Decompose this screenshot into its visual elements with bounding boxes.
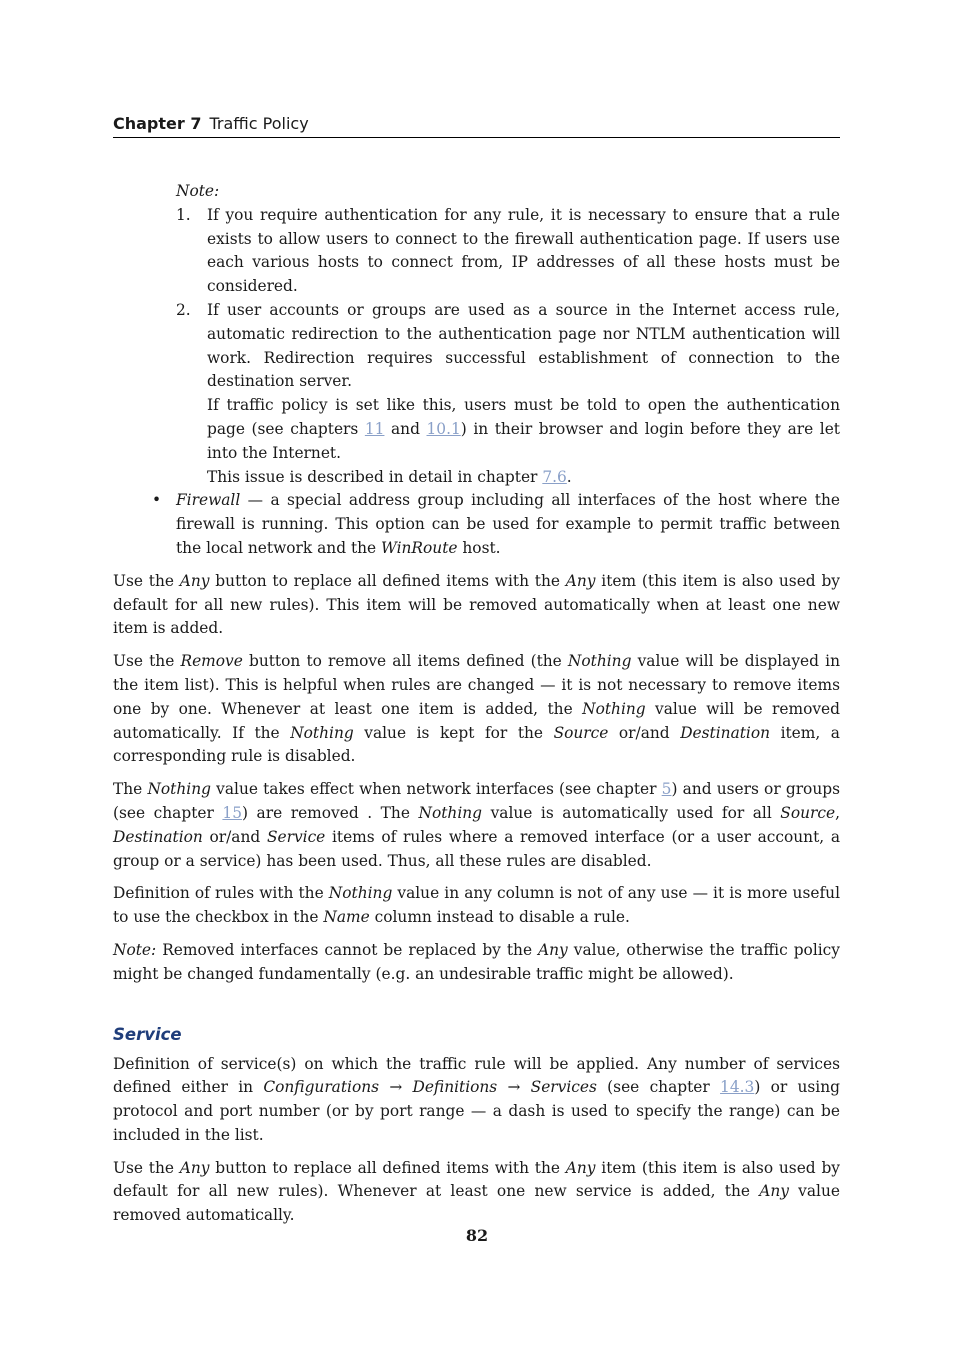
text-run: ) in their browser and login before they are let into the Internet.: [207, 419, 840, 462]
paragraph-remove: [113, 650, 840, 769]
term-nothing: Nothing: [328, 884, 393, 903]
term-any: Any: [565, 1158, 596, 1177]
chapter-link-5[interactable]: 5: [661, 780, 672, 799]
page-content: [113, 180, 840, 1228]
text-run: or/and: [202, 827, 267, 846]
term-nothing: Nothing: [567, 652, 632, 671]
note-item-1: [176, 204, 840, 299]
term-source: Source: [553, 723, 609, 742]
text-run: button to remove all items defined (the: [242, 652, 568, 671]
paragraph-nothing: [113, 778, 840, 873]
term-any: Any: [565, 571, 596, 590]
text-run: value is automatically used for all: [482, 803, 781, 822]
text-run: column instead to disable a rule.: [369, 908, 630, 927]
note-text: If you require authentication for any rule, it is necessary to ensure that a rule exists to allow users to connect to the firewall authentication page. If users use each various hosts to connect from, IP addresses of all these hosts must be considered.: [207, 205, 840, 296]
text-run: (see chapter: [596, 1078, 721, 1097]
term-nothing: Nothing: [290, 723, 354, 742]
paragraph-definition: [113, 882, 840, 930]
note-label: Note:: [176, 182, 220, 200]
page-number: 82: [465, 1226, 489, 1245]
note-number: 2.: [176, 300, 191, 319]
text-run: — a special address group including all interfaces of the host where the firewall is running. This option can be used for example to permit traffic between the local network and the: [176, 491, 840, 557]
text-run: Definition of rules with the: [113, 884, 329, 903]
text-run: and: [384, 419, 427, 438]
term-any: Any: [179, 1158, 210, 1177]
bullet-marker: •: [152, 491, 162, 510]
term-destination: Destination: [113, 827, 203, 846]
term-destination: Destination: [680, 723, 771, 742]
section-heading-service: Service: [113, 1024, 182, 1044]
term-nothing: Nothing: [147, 780, 211, 799]
chapter-link-11[interactable]: 11: [364, 419, 385, 438]
paragraph-service: [113, 1053, 840, 1148]
chapter-number: Chapter 7: [113, 114, 202, 133]
text-run: host.: [457, 538, 501, 557]
text-run: value, otherwise the traffic policy might be changed fundamentally (e.g. an undesirable traffic might be allowed).: [113, 940, 840, 983]
text-run: button to replace all defined items with the: [209, 1158, 566, 1177]
term-source: Source: [780, 803, 836, 822]
text-run: ) are removed . The: [242, 803, 419, 822]
term-nothing: Nothing: [582, 699, 646, 718]
text-run: button to replace all defined items with the: [209, 571, 566, 590]
text-run: value is kept for the: [353, 723, 554, 742]
term-service: Service: [266, 827, 326, 846]
text-run: items of rules where a removed interface (or a user account, a group or a service) has been used. Thus, all these rules are disabled.: [113, 827, 840, 870]
chapter-title: Traffic Policy: [209, 114, 309, 133]
text-run: value will be displayed in the item list). This is helpful when rules are changed — it is not necessary to remove items one by one. Whenever at least one item is added, the: [113, 652, 840, 718]
text-run: value will be removed automatically. If the: [113, 699, 840, 742]
text-run: Use the: [113, 571, 180, 590]
text-run: If traffic policy is set like this, users must be told to open the authentication page (see chapters: [207, 396, 840, 438]
paragraph-any: [113, 570, 840, 641]
paragraph-service-any: [113, 1157, 840, 1228]
text-run: Use the: [113, 1158, 180, 1177]
term-any: Any: [179, 571, 210, 590]
note-block: [176, 180, 840, 489]
note-list: [176, 204, 840, 490]
text-run: item, a corresponding rule is disabled.: [113, 723, 840, 766]
term-any: Any: [759, 1182, 789, 1201]
text-run: item (this item is also used by default for all new rules). Whenever at least one new service is added, the: [113, 1158, 841, 1201]
note-label: Note:: [113, 940, 157, 959]
text-run: The: [113, 780, 148, 799]
paragraph-note: [113, 939, 840, 987]
term-remove: Remove: [180, 652, 243, 671]
text-run: ) and users or groups (see chapter: [113, 780, 840, 822]
text-run: ) or using protocol and port number (or by port range — a dash is used to specify the range) can be included in the list.: [113, 1078, 840, 1144]
note-text: If user accounts or groups are used as a source in the Internet access rule, automatic redirection to the authentication page nor NTLM authentication will work. Redirection requires successful establishment of connection to the destination server.: [207, 300, 840, 391]
term-name: Name: [323, 908, 370, 927]
note-text: [207, 394, 840, 465]
text-run: or/and: [608, 723, 681, 742]
note-text: [207, 466, 840, 490]
bullet-list: [113, 489, 840, 560]
term-nothing: Nothing: [418, 803, 483, 822]
text-run: value in any column is not of any use — it is more useful to use the checkbox in the: [113, 884, 840, 927]
term-winroute: WinRoute: [381, 538, 458, 557]
term-any: Any: [538, 940, 568, 959]
note-number: 1.: [176, 205, 191, 224]
text-run: Removed interfaces cannot be replaced by the: [156, 940, 539, 959]
text-run: ,: [835, 803, 840, 822]
bullet-item-firewall: [152, 489, 840, 560]
text-run: Use the: [113, 652, 181, 671]
chapter-link-7-6[interactable]: 7.6: [542, 467, 567, 486]
chapter-link-14-3[interactable]: 14.3: [720, 1078, 755, 1097]
text-run: value removed automatically.: [113, 1182, 840, 1225]
text-run: item (this item is also used by default for all new rules). This item will be removed automatically when at least one new item is added.: [113, 571, 841, 638]
note-item-2: [176, 299, 840, 489]
text-run: Definition of service(s) on which the traffic rule will be applied. Any number of services defined either in: [113, 1054, 840, 1097]
chapter-link-15[interactable]: 15: [222, 803, 242, 822]
chapter-link-10-1[interactable]: 10.1: [426, 419, 461, 438]
text-run: .: [566, 467, 572, 486]
text-run: This issue is described in detail in chapter: [207, 467, 543, 486]
menu-path: Configurations → Definitions → Services: [263, 1078, 597, 1097]
running-header: [113, 113, 840, 138]
text-run: value takes effect when network interfaces (see chapter: [210, 780, 662, 799]
term-firewall: Firewall: [176, 491, 241, 510]
